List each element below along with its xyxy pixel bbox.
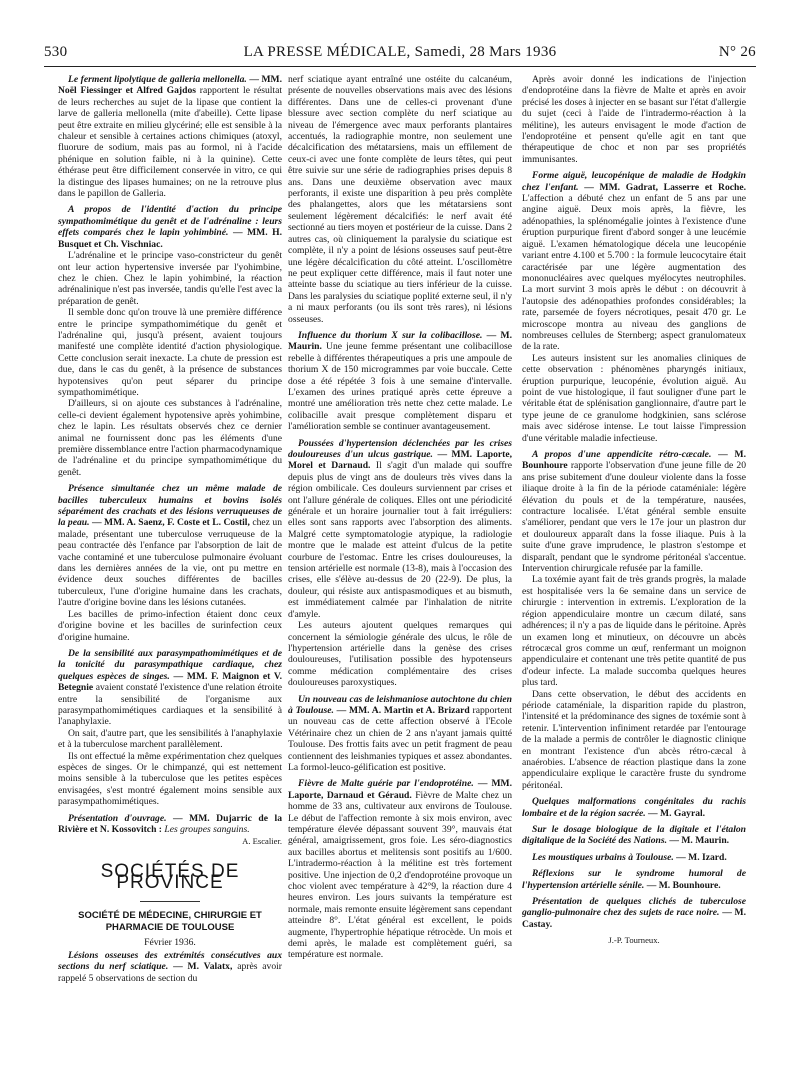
article-authors: — M. Bounhoure. bbox=[646, 879, 721, 891]
article-text: chez un malade, présentant une tuberculose verruqueuse de la peau contractée dès l'enfance par l'absorption de lait de vache contaminé et une tuberculose pulmonaire évoluant dans les dernières années de la vie, ont pu mettre en évidence deux souches différentes de bacilles tuberculeux, l'une d'origine humaine dans les crachats, l'autre d'origine bovine dans les lésions cutanées. bbox=[58, 517, 282, 609]
article-heading: Présentation de quelques clichés de tuberculose ganglio-pulmonaire chez des sujets de race noire. bbox=[522, 896, 746, 919]
journal-title: LA PRESSE MÉDICALE, Samedi, 28 Mars 1936 bbox=[243, 44, 557, 60]
column-2 bbox=[288, 74, 512, 1050]
article-heading: Poussées d'hypertension déclenchées par les crises douloureuses d'un ulcus gastrique. bbox=[288, 437, 512, 460]
article-heading: Lésions osseuses des extrémités consécutives aux sections du nerf sciatique. bbox=[58, 950, 282, 973]
paragraph: Dans cette observation, le début des accidents en période cataméniale, la disparition rapide du plastron, l'intensité et la prédominance des signes de toxémie sont à retenir. L'intervention infiniment retardée par l'entourage de la malade a permis de contrôler le diagnostic clinique en montrant l'existence d'un abcès rétro-cæcal à anaérobies. L'absence de réaction plastique dans la zone appendiculaire explique le caractère fruste du syndrome péritonéal. bbox=[522, 688, 746, 791]
article-text: Les groupes sanguins. bbox=[164, 824, 250, 835]
article-authors: — MM. A. Martin et A. Brizard bbox=[336, 704, 470, 716]
article-authors: — MM. F. Maignon et V. Betegnie bbox=[58, 670, 282, 694]
article-authors: — MM. Laporte, Darnaud et Géraud. bbox=[288, 778, 512, 801]
article bbox=[288, 438, 512, 621]
article-heading: A propos de l'identité d'action du principe sympathomimétique du genêt et de l'adrénaline : leurs effets comparés chez le lapin yohimbiné. bbox=[58, 204, 282, 239]
paragraph: nerf sciatique ayant entraîné une ostéite du calcanéum, présente de nouvelles observations mais avec des lésions différentes. Dans une de celles-ci provenant d'une blessure avec section complète du nerf sciatique au niveau de l'émergence avec maux perforants plantaires accentués, la radiographie montre, non seulement une décalcification des métatarsiens, mais un effilement de ceux-ci avec une fonte complète de leurs têtes, qui peut être suivie sur une série de radiographies prises depuis 8 ans. Dans une deuxième observation avec maux perforants, il existe une disparition à peu près complète des phalangettes, alors que les métatarsiens sont seulement légèrement décalcifiés: le nerf avait été sectionné au tiers moyen et postérieur de la cuisse. Dans 2 autres cas, où cliniquement la paralysie du sciatique est complète, il n'y a point de lésions osseuses sauf peut-être une légère décalcification du côté atteint. L'oscillomètre ne peut expliquer cette différence, mais il faut noter une atteinte basse du sciatique au tiers inférieur de la cuisse. Dans les paralysies du sciatique poplité externe seul, il n'y a ni maux perforants (ou ils sont très rares), ni lésions osseuses. bbox=[288, 74, 512, 325]
session-date: Février 1936. bbox=[144, 936, 196, 948]
column-3 bbox=[522, 74, 746, 1050]
paragraph: Il semble donc qu'on trouve là une première différence entre le principe sympathomimétique du genêt et l'adrénaline qui, jusqu'à présent, avaient toujours manifesté une complète identité d'action physiologique. Cette conclusion serait inexacte. La chute de pression est due, dans le cas du genêt, à la présence de substances hypotensives qu'on peut séparer du principe sympathomimétique. bbox=[58, 307, 282, 398]
article-authors: — MM. A. Saenz, F. Coste et L. Costil, bbox=[91, 517, 250, 529]
header-rule bbox=[44, 66, 756, 67]
article bbox=[522, 852, 746, 863]
issue-number: N° 26 bbox=[718, 44, 756, 60]
article-authors: — M. Izard. bbox=[676, 851, 727, 863]
article-text: rapportent le résultat de leurs recherches au sujet de la lipase que contient la larve de galleria mellonella (mite d'abeille). Cette lipase peut être extraite en milieu glycériné; elle est sensible à la chaleur et sensible à certaines actions chimiques (atoxyl, fluorure de sodium, mais pas au formol, ni à l'acide phénique en solution faible, ni à la quinine). Cette éthérase peut être difficilement conservée in vitro, ce qui la distingue des lipases humaines; on ne la retrouve plus dans le papillon de Galleria. bbox=[58, 85, 282, 200]
article bbox=[288, 778, 512, 961]
article-text: avaient constaté l'existence d'une relation étroite entre la sensibilité de l'organisme aux parasympathomimétiques cardiaques et la sensibilité à l'anaphylaxie. bbox=[58, 682, 282, 728]
article-heading: Les moustiques urbains à Toulouse. bbox=[532, 851, 674, 863]
article-heading: A propos d'une appendicite rétro-cæcale. bbox=[532, 449, 712, 460]
article bbox=[58, 813, 282, 836]
article-heading: Présentation d'ouvrage. bbox=[68, 812, 167, 824]
article bbox=[522, 824, 746, 847]
article bbox=[522, 449, 746, 574]
article-text: après avoir rappelé 5 observations de section du bbox=[58, 961, 282, 984]
paragraph: D'ailleurs, si on ajoute ces substances à l'adrénaline, celle-ci devient également hypotensive après yohimbine, chez le lapin. Les résultats observés chez ce dernier animal ne fournissent donc pas les éléments d'une première dissemblance entre l'action pharmacodynamique de l'adrénaline et du principe sympathomimétique du genêt. bbox=[58, 398, 282, 478]
article bbox=[522, 796, 746, 819]
paragraph: Ils ont effectué la même expérimentation chez quelques espèces de singes. Or le chimpanzé, qui est nettement moins sensible à la tuberculose que les petites espèces envisagées, s'est montré également moins sensible aux parasympathomimétiques. bbox=[58, 750, 282, 808]
article-text: L'affection a débuté chez un enfant de 5 ans par une angine aiguë. Deux mois après, la fièvre, les adénopathies, la splénomégalie jointes à l'existence d'une éruption purpurique firent d'abord songer à une leucémie aiguë. L'examen hématologique décela une leucopénie variant entre 4.100 et 5.700 : la formule leucocytaire était caractérisée par une légère augmentation des mononucléaires avec quelques myélocytes neutrophiles. La mort survint 3 mois après le début : on découvrit à l'autopsie des adénopathies profondes considérables; la rate, parsemée de foyers nécrotiques, pesait 470 gr. Le microscope montra au niveau des ganglions de nombreuses cellules de Sternberg; aspect granulomateux de la rate. bbox=[522, 193, 746, 353]
signature: J.-P. Tourneux. bbox=[608, 935, 660, 946]
article bbox=[522, 170, 746, 353]
article-heading: Le ferment lipolytique de galleria mellonella. bbox=[68, 74, 247, 85]
paragraph: Les auteurs insistent sur les anomalies cliniques de cette observation : phénomènes pharyngés initiaux, éruption purpurique, leucopénie, évolution aiguë. Au point de vue histologique, il faut souligner d'une part le véritable état de splénisation ganglionnaire, d'autre part le type jeune de ce granulome hodgkinien, sans sclérose mais avec sidérose intense. Le tout laisse l'impression d'une véritable maladie infectieuse. bbox=[522, 352, 746, 444]
article bbox=[288, 694, 512, 774]
column-1 bbox=[58, 74, 282, 1050]
article bbox=[522, 896, 746, 930]
article-text: Il s'agit d'un malade qui souffre depuis plus de vingt ans de douleurs très vives dans la région ombilicale. Ces douleurs surviennent par crises et ont l'allure générale de coliques. Elles ont une périodicité générale et un horaire journalier tout à fait irréguliers: elles sont sans rapports avec l'absorption des aliments. Malgré cette symptomatologie atypique, la radiologie montre que le malade est atteint d'ulcus de la petite courbure de l'estomac. Entre les crises douloureuses, la tension artérielle est normale (13-8), mais à l'occasion des crises, elle s'élève au-dessus de 20 (22-9). De plus, la douleur, qui résiste aux antispasmodiques et au bismuth, est immédiatement calmée par l'inhalation de nitrite d'amyle. bbox=[288, 460, 512, 620]
article bbox=[58, 648, 282, 728]
article-authors: — MM. Noël Fiessinger et Alfred Gajdos bbox=[58, 74, 282, 97]
article-authors: — M. Valatx, bbox=[173, 961, 233, 973]
article bbox=[58, 950, 282, 984]
article-heading: Réflexions sur le syndrome humoral de l'hypertension artérielle sénile. bbox=[522, 868, 746, 891]
separator bbox=[140, 901, 200, 902]
article bbox=[288, 330, 512, 433]
article-authors: — MM. Gadrat, Lasserre et Roche. bbox=[584, 181, 746, 193]
article-text: rapportent un nouveau cas de cette affection observé à l'Ecole Vétérinaire chez un chien de 2 ans n'ayant jamais quitté Toulouse. Des frottis faits avec un petit fragment de peau contiennent des leishmanies typiques et assez abondantes. La formol-leuco-gélification est positive. bbox=[288, 704, 512, 773]
article-heading: Un nouveau cas de leishmaniose autochtone du chien à Toulouse. bbox=[288, 693, 512, 716]
section-title: SOCIÉTÉS DE PROVINCE bbox=[100, 860, 240, 894]
article-authors: — MM. H. Busquet et Ch. Vischniac. bbox=[58, 227, 282, 250]
society-title: SOCIÉTÉ DE MÉDECINE, CHIRURGIE ET PHARMACIE DE TOULOUSE bbox=[78, 909, 262, 933]
article-text: rapporte l'observation d'une jeune fille de 20 ans prise subitement d'une douleur violente dans la fosse iliaque droite à la fin de la période cataméniale: légère élévation du pouls et de la température, nausées, contracture localisée. L'état général semble ensuite s'améliorer, pendant que vers le 17e jour un plastron dur et douloureux apparaît dans la fosse iliaque. Puis à la suite d'une grave imprudence, le plastron s'estompe et disparaît, pendant que le syndrome péritonéal s'accentue. Intervention chirurgicale refusée par la famille. bbox=[522, 460, 746, 575]
article bbox=[522, 868, 746, 891]
article-authors: — M. Maurin. bbox=[669, 835, 730, 847]
article-heading: Forme aiguë, leucopénique de maladie de Hodgkin chez l'enfant. bbox=[522, 170, 746, 193]
signature: A. Escalier. bbox=[242, 836, 282, 847]
paragraph: Les bacilles de primo-infection étaient donc ceux d'origine bovine et les bacilles de surinfection ceux d'origine humaine. bbox=[58, 608, 282, 643]
article-heading: Quelques malformations congénitales du rachis lombaire et de la région sacrée. bbox=[522, 796, 746, 819]
paragraph: On sait, d'autre part, que les sensibilités à l'anaphylaxie et à la tuberculose marchent parallèlement. bbox=[58, 727, 282, 751]
article-heading: Fièvre de Malte guérie par l'endoprotéine. bbox=[298, 778, 474, 790]
article-heading: Présence simultanée chez un même malade de bacilles tuberculeux humains et bovins isolés séparément des crachats et des lésions verruqueuses de la peau. bbox=[58, 483, 282, 529]
article-text: Fièvre de Malte chez un homme de 33 ans, cultivateur aux environs de Toulouse. Le début de l'affection remonte à six mois environ, avec température élevée dépassant souvent 39°, mauvais état général, amaigrissement, gros foie. Les séro-diagnostics aux bacilles abortus et melitensis sont positifs au 1/600. L'intradermo-réaction à la mélitine est très fortement positive. Une injection de 0,2 d'endoprotéine provoque un choc violent avec température à 42°9, la réaction dure 4 heures environ. Les jours suivants la température est normale, mais remonte ensuite légèrement sans cependant atteindre 8°. L'état général est excellent, le poids augmente, l'hypertrophie hépatique rétrocède. Un mois et demi après, le malade est complètement guéri, sa température est normale. bbox=[288, 789, 512, 961]
page-header bbox=[44, 44, 756, 64]
article-heading: Sur le dosage biologique de la digitale et l'étalon digitalique de la Société des Nations. bbox=[522, 824, 746, 847]
paragraph: L'adrénaline et le principe vaso-constricteur du genêt ont leur action hypertensive inversée par l'yohimbine, chez le chien. Chez le lapin yohimbiné, la réaction adrénalinique n'est pas inversée, tandis qu'elle l'est avec la préparation de genêt. bbox=[58, 250, 282, 307]
article-authors: — M. Maurin. bbox=[288, 329, 512, 353]
article bbox=[58, 204, 282, 250]
article-authors: — MM. Dujarric de la Rivière et N. Kossovitch : bbox=[58, 812, 282, 835]
article-authors: — MM. Laporte, Morel et Darnaud. bbox=[288, 449, 512, 472]
article-authors: — M. Castay. bbox=[522, 907, 746, 930]
paragraph: Après avoir donné les indications de l'injection d'endoprotéine dans la fièvre de Malte et après en avoir précisé les doses à injecter en se basant sur l'état d'allergie du sujet (ceci à l'aide de l'intradermo-réaction à la mélitine), les auteurs envisagent le mode d'action de l'endoprotéine et pensent qu'elle agit en tant que thérapeutique de choc et non par ses propriétés immunisantes. bbox=[522, 74, 746, 165]
article-text: Une jeune femme présentant une colibacillose rebelle à différentes thérapeutiques a pris une ampoule de thorium X de 150 microgrammes par voie buccale. Cette dose a été répétée 3 fois à une semaine d'intervalle. L'examen des urines pratiqué après cette épreuve a montré une amélioration très nette chez cette malade. Le colibacille avait presque complètement disparu et l'amélioration semble se continuer avantageusement. bbox=[288, 341, 512, 433]
article-authors: — M. Gayral. bbox=[648, 807, 706, 819]
article bbox=[58, 74, 282, 199]
article-heading: Influence du thorium X sur la colibacillose. bbox=[298, 329, 483, 341]
paragraph: La toxémie ayant fait de très grands progrès, la malade est hospitalisée vers la 6e semaine dans un service de chirurgie : intervention in extremis. L'exploration de la région appendiculaire montre un cæcum dilaté, sans adhérences; il n'y a pas de liquide dans le péritoine. Après un examen long et minutieux, on découvre un abcès rétrocæcal gros comme un œuf, renfermant un moignon appendiculaire et contenant une très petite quantité de pus d'odeur infecte. La malade succomba quelques heures plus tard. bbox=[522, 574, 746, 689]
article bbox=[58, 483, 282, 608]
article-authors: — M. Bounhoure bbox=[522, 449, 746, 472]
article-heading: De la sensibilité aux parasympathomimétiques et de la tonicité du parasympathique cardiaque, chez quelques espèces de singes. bbox=[58, 647, 282, 682]
paragraph: Les auteurs ajoutent quelques remarques qui concernent la sémiologie générale des ulcus, le rôle de l'hypertension artérielle dans la genèse des crises douloureuses, l'utilisation possible des hypotenseurs comme médication complémentaire des crises douloureuses paroxystiques. bbox=[288, 620, 512, 689]
page-number: 530 bbox=[44, 44, 68, 60]
